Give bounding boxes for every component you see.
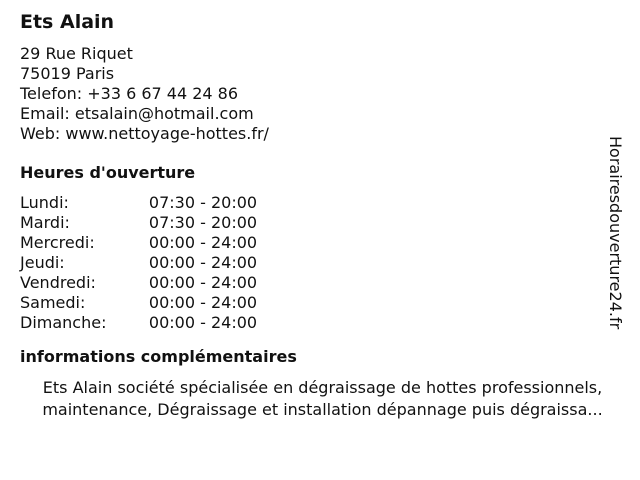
hours-day: Samedi:: [20, 293, 86, 312]
hours-title: Heures d'ouverture: [20, 163, 196, 182]
hours-row-samedi: [20, 293, 625, 313]
hours-row-vendredi: [20, 273, 625, 293]
hours-day: Mardi:: [20, 213, 70, 232]
hours-time: 00:00 - 24:00: [148, 273, 258, 292]
address-line-2: 75019 Paris: [20, 64, 115, 83]
phone-line: Telefon: +33 6 67 44 24 86: [20, 84, 239, 103]
hours-time: 07:30 - 20:00: [148, 193, 258, 212]
info-line-2: maintenance, Dégraissage et installation dépannage puis dégraissa...: [42, 400, 603, 419]
hours-row-lundi: [20, 193, 625, 213]
watermark-text: Horairesdouverture24.fr: [606, 136, 625, 330]
hours-row-mardi: [20, 213, 625, 233]
hours-day: Mercredi:: [20, 233, 95, 252]
hours-row-mercredi: [20, 233, 625, 253]
hours-day: Jeudi:: [20, 253, 65, 272]
web-line: Web: www.nettoyage-hottes.fr/: [20, 124, 269, 143]
business-name: Ets Alain: [20, 11, 115, 33]
info-description: [15, 377, 630, 421]
info-title: informations complémentaires: [20, 347, 297, 366]
hours-time: 07:30 - 20:00: [148, 213, 258, 232]
hours-time: 00:00 - 24:00: [148, 233, 258, 252]
hours-time: 00:00 - 24:00: [148, 313, 258, 332]
hours-row-dimanche: [20, 313, 625, 333]
hours-row-jeudi: [20, 253, 625, 273]
hours-time: 00:00 - 24:00: [148, 293, 258, 312]
hours-time: 00:00 - 24:00: [148, 253, 258, 272]
address-line-1: 29 Rue Riquet: [20, 44, 133, 63]
hours-day: Lundi:: [20, 193, 69, 212]
business-card: [20, 10, 625, 421]
hours-day: Dimanche:: [20, 313, 107, 332]
info-line-1: Ets Alain société spécialisée en dégraissage de hottes professionnels,: [42, 378, 603, 397]
hours-day: Vendredi:: [20, 273, 96, 292]
email-line: Email: etsalain@hotmail.com: [20, 104, 254, 123]
